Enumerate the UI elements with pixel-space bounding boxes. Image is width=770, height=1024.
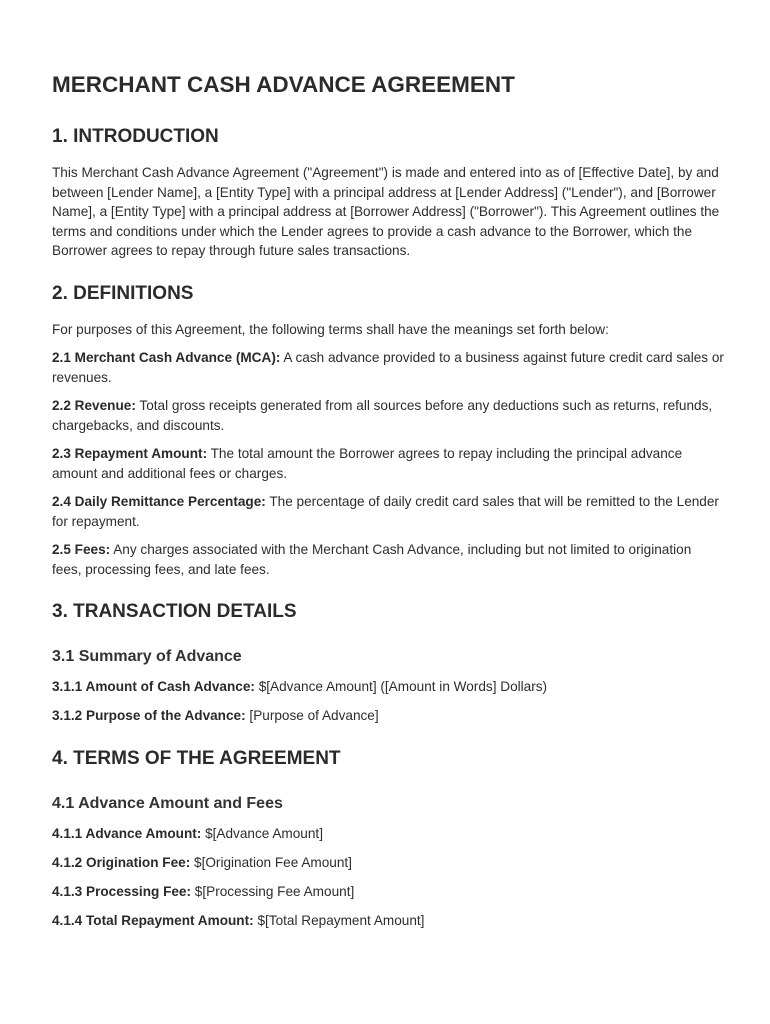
definition-text: Any charges associated with the Merchant Cash Advance, including but not limited to origination fees, processing fees, and late fees. xyxy=(52,542,692,577)
definition-item-daily-remittance xyxy=(52,492,724,531)
clause-amount-of-cash-advance xyxy=(52,677,724,697)
section-heading-transaction-details: 3. TRANSACTION DETAILS xyxy=(52,601,297,622)
clause-processing-fee xyxy=(52,882,724,902)
clause-term: 4.1.4 Total Repayment Amount: xyxy=(52,912,254,928)
definition-item-repayment-amount xyxy=(52,444,724,483)
clause-text: $[Advance Amount] ([Amount in Words] Dollars) xyxy=(254,679,548,694)
definition-text: The total amount the Borrower agrees to repay including the principal advance amount and additional fees or charges. xyxy=(52,446,683,481)
definition-item-revenue xyxy=(52,396,724,435)
clause-advance-amount xyxy=(52,824,724,844)
clause-term: 3.1.2 Purpose of the Advance: xyxy=(52,708,246,723)
document-title: MERCHANT CASH ADVANCE AGREEMENT xyxy=(52,72,515,97)
introduction-paragraph: This Merchant Cash Advance Agreement ("Agreement") is made and entered into as of [Effective Date], by and between [Lender Name], a [Entity Type] with a principal address at [Lender Address] ("Lender"), and [Borrower Name], a [Entity Type] with a principal address at [Borrower Address] ("Borrower"). This Agreement outlines the terms and conditions under which the Lender agrees to provide a cash advance to the Borrower, which the Borrower agrees to repay through future sales transactions. xyxy=(52,165,720,258)
definition-text: Total gross receipts generated from all sources before any deductions such as returns, refunds, chargebacks, and discounts. xyxy=(52,398,713,433)
section-heading-terms-of-agreement: 4. TERMS OF THE AGREEMENT xyxy=(52,747,341,769)
clause-text: $[Total Repayment Amount] xyxy=(253,912,425,928)
section-heading-introduction: 1. INTRODUCTION xyxy=(52,126,219,147)
definition-text: The percentage of daily credit card sales that will be remitted to the Lender for repayment. xyxy=(52,494,719,529)
document-body xyxy=(52,70,724,930)
clause-origination-fee xyxy=(52,853,724,873)
definition-term: 2.3 Repayment Amount: xyxy=(52,446,208,461)
clause-text: $[Processing Fee Amount] xyxy=(191,883,355,899)
clause-purpose-of-advance xyxy=(52,706,724,726)
definition-term: 2.1 Merchant Cash Advance (MCA): xyxy=(52,350,281,365)
section-heading-definitions: 2. DEFINITIONS xyxy=(52,282,194,304)
clause-term: 4.1.2 Origination Fee: xyxy=(52,854,191,870)
definition-term: 2.4 Daily Remittance Percentage: xyxy=(52,494,266,509)
definition-item-fees xyxy=(52,540,724,579)
definition-term: 2.2 Revenue: xyxy=(52,398,136,413)
definition-item-mca xyxy=(52,348,724,387)
clause-term: 4.1.3 Processing Fee: xyxy=(52,883,192,899)
subsection-heading-advance-amount-and-fees: 4.1 Advance Amount and Fees xyxy=(52,794,283,812)
clause-total-repayment-amount xyxy=(52,911,724,931)
clause-term: 4.1.1 Advance Amount: xyxy=(52,825,202,841)
clause-text: $[Origination Fee Amount] xyxy=(190,854,352,870)
clause-term: 3.1.1 Amount of Cash Advance: xyxy=(52,679,255,694)
subsection-heading-summary-of-advance: 3.1 Summary of Advance xyxy=(52,648,242,665)
definitions-intro: For purposes of this Agreement, the following terms shall have the meanings set forth below: xyxy=(52,321,609,337)
clause-text: $[Advance Amount] xyxy=(201,825,323,841)
definition-text: A cash advance provided to a business against future credit card sales or revenues. xyxy=(52,350,724,385)
definition-term: 2.5 Fees: xyxy=(52,542,111,557)
clause-text: [Purpose of Advance] xyxy=(245,708,379,723)
